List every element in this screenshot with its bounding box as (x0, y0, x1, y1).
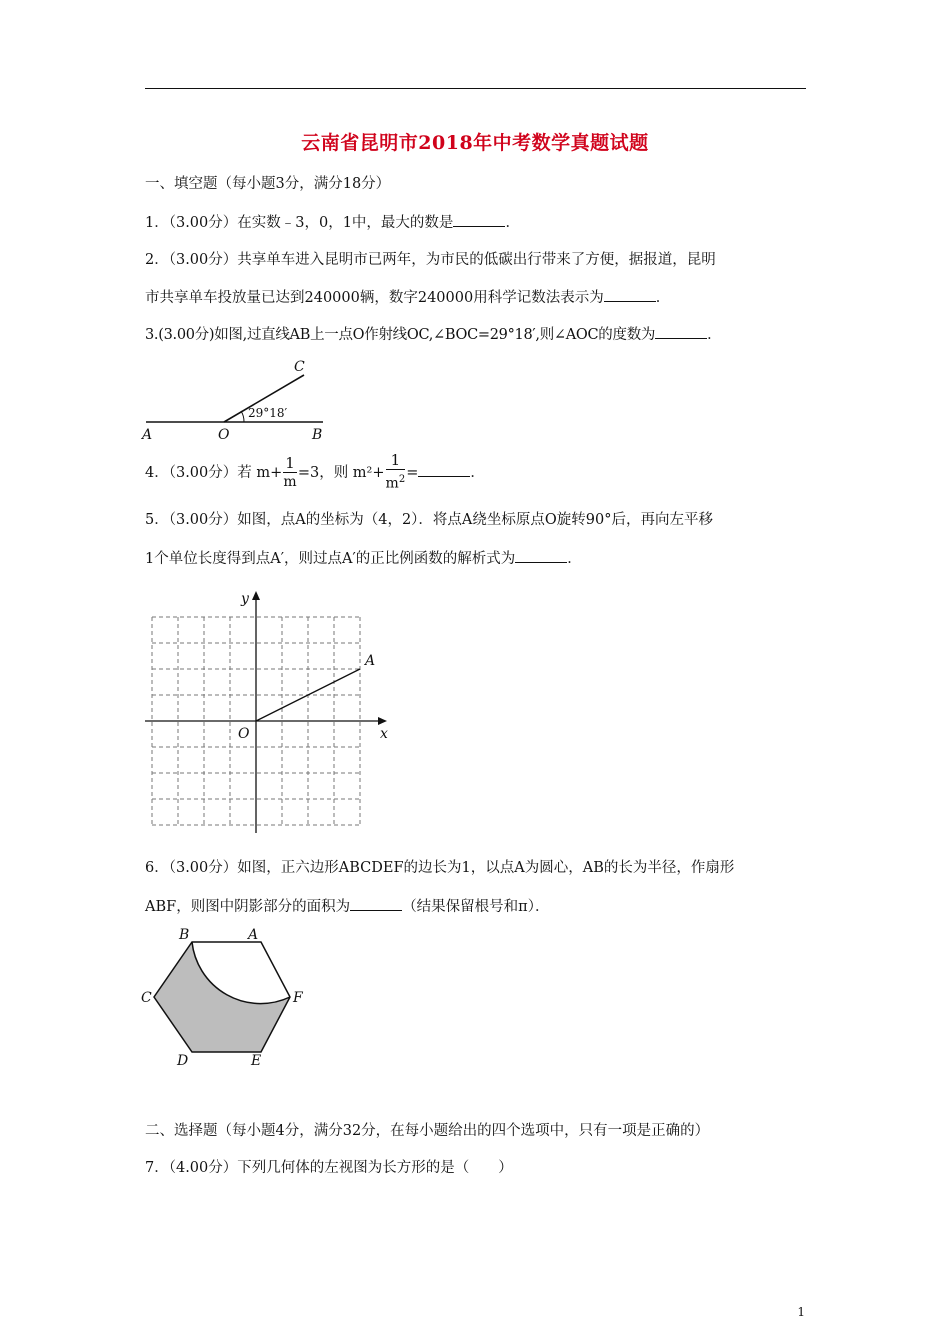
fraction-1-over-m (283, 455, 297, 492)
label-o: O (218, 427, 230, 443)
q2-end: ． (655, 290, 671, 306)
fraction-1-over-m-squared (386, 452, 406, 494)
label-a: A (142, 427, 153, 443)
label-d: D (177, 1053, 189, 1069)
label-f: F (293, 990, 303, 1006)
den-exponent: 2 (398, 474, 406, 486)
q3-end: ． (707, 327, 722, 343)
label-c: C (294, 359, 305, 375)
question-2-line-1: 2．（3.00分）共享单车进入昆明市已两年，为市民的低碳出行带来了方便，据报道，昆明 (145, 252, 716, 268)
angle-arc (241, 411, 244, 422)
y-axis-arrow (252, 591, 260, 600)
answer-blank (515, 548, 567, 563)
label-a: A (365, 653, 376, 669)
q6-hexagon-figure (138, 922, 308, 1072)
q4-mid: =3，则 m²+ (297, 465, 385, 481)
label-b: B (179, 927, 190, 943)
question-6-line-2 (145, 896, 549, 917)
q5-coordinate-grid-figure (140, 585, 400, 840)
label-c: C (141, 990, 152, 1006)
label-e: E (251, 1053, 262, 1069)
section-2-heading: 二、选择题（每小题4分，满分32分，在每小题给出的四个选项中，只有一项是正确的） (145, 1123, 710, 1139)
question-4 (145, 450, 485, 496)
numerator: 1 (386, 452, 406, 470)
question-2-line-2 (145, 287, 670, 308)
question-6-line-1: 6．（3.00分）如图，正六边形ABCDEF的边长为1，以点A为圆心，AB的长为半径，作扇形 (145, 860, 735, 876)
q4-eq: = (406, 465, 419, 481)
denominator (386, 470, 406, 494)
q3-angle-figure (140, 355, 340, 445)
q2-text: 市共享单车投放量已达到240000辆，数字240000用科学记数法表示为 (145, 290, 604, 306)
section-1-heading: 一、填空题（每小题3分，满分18分） (145, 176, 391, 192)
q5-end: ． (567, 551, 582, 567)
label-x: x (380, 726, 388, 742)
question-5-line-1: 5．（3.00分）如图，点A的坐标为（4，2）．将点A绕坐标原点O旋转90°后，再向左平移 (145, 512, 713, 528)
answer-blank (418, 462, 470, 477)
den-base: m (385, 475, 399, 492)
label-a: A (248, 927, 259, 943)
q6-text: ABF，则图中阴影部分的面积为 (145, 899, 351, 915)
label-b: B (312, 427, 323, 443)
angle-label: 29°18′ (248, 406, 288, 420)
answer-blank (453, 212, 505, 227)
header-rule (145, 88, 806, 89)
q3-text: 3.(3.00分)如图,过直线AB上一点O作射线OC,∠BOC=29°18′,则∠AOC的度数为 (145, 327, 656, 343)
answer-blank (350, 896, 402, 911)
question-3 (145, 324, 721, 345)
question-1 (145, 212, 520, 233)
numerator: 1 (285, 453, 295, 472)
x-axis-arrow (378, 717, 387, 725)
question-7: 7．（4.00分）下列几何体的左视图为长方形的是（ ） (145, 1160, 513, 1176)
q1-text: 1．（3.00分）在实数﹣3，0，1中，最大的数是 (145, 215, 454, 231)
page-number: 1 (797, 1305, 805, 1319)
q5-text: 1个单位长度得到点A′，则过点A′的正比例函数的解析式为 (145, 551, 516, 567)
q1-end: ． (505, 215, 520, 231)
label-o: O (238, 726, 250, 742)
q4-end: ． (470, 465, 485, 481)
q6-note: （结果保留根号和π）． (402, 899, 550, 915)
answer-blank (604, 287, 656, 302)
answer-blank (655, 324, 707, 339)
page-title: 云南省昆明市2018年中考数学真题试题 (301, 132, 649, 154)
denominator: m (283, 473, 297, 490)
label-y: y (241, 591, 249, 607)
question-5-line-2 (145, 548, 582, 569)
q4-prefix: 4．（3.00分）若 m+ (145, 465, 283, 481)
